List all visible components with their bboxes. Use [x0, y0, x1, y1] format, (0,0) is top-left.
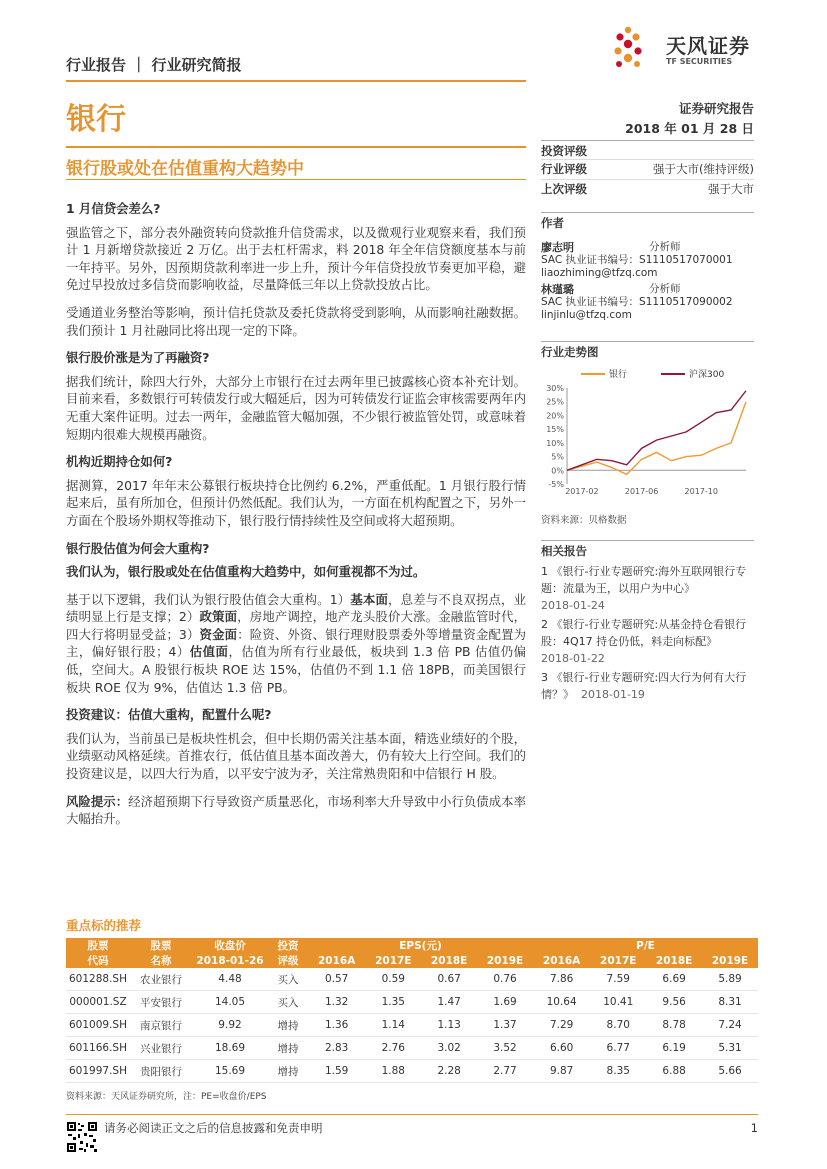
table-cell: 9.87: [533, 1060, 590, 1083]
table-row: [66, 1060, 758, 1083]
keyword: 估值面: [189, 644, 229, 660]
headline-divider: [66, 179, 526, 180]
text-span: ：险资、外资、银行理财股票委外等增量资金配置为主，偏好银行股；4）: [66, 626, 527, 660]
table-cell: 2.83: [308, 1037, 365, 1060]
table-row: [66, 968, 758, 991]
author-role: 分析师: [649, 283, 681, 295]
author-name: 廖志明: [541, 241, 574, 254]
report-type-label: 行业报告 ｜ 行业研究简报: [66, 56, 242, 74]
col-header-group: EPS(元): [308, 938, 533, 953]
related-report[interactable]: [541, 563, 754, 614]
paragraph: 强监管之下，部分表外融资转向贷款推升信贷需求，以及微观行业观察来看，我们预计 1 月新增贷款接近 2 万亿。出于去杠杆需求，料 2018 年全年信贷额度基本与前一年持平。另外，因预期贷款利率进一步上升，预计今年信贷投放节奏更加平稳，避免过早投放过多信贷而影响收益，尽量降低三年以上贷款投放占比。: [66, 224, 526, 293]
paragraph: 据我们统计，除四大行外，大部分上市银行在过去两年里已披露核心资本补充计划。目前来看，多数银行可转债发行或大幅延后，因为可转债发行证监会审核需要两年内无重大案件证明。过去一两年，金融监管大幅加强，不少银行被监管处罚，或意味着短期内很难大规模再融资。: [66, 373, 526, 442]
sector-title: 银行: [66, 102, 126, 137]
col-subheader: 2019E: [702, 953, 758, 968]
author-sac: [541, 254, 754, 267]
keyword: 政策面: [199, 609, 238, 625]
table-cell: 1.69: [477, 991, 533, 1014]
table-cell: 10.41: [590, 991, 646, 1014]
table-cell: 兴业银行: [130, 1037, 192, 1060]
series-line: [567, 391, 746, 471]
author-name-row: [541, 283, 754, 296]
table-header-row: [66, 938, 758, 953]
col-subheader: 名称: [130, 953, 192, 968]
y-tick-label: -5%: [548, 480, 564, 489]
y-tick-label: 10%: [546, 438, 564, 448]
rating-panel: [541, 140, 754, 199]
author-name-row: [541, 241, 754, 254]
related-report-date: 2018-01-19: [581, 688, 645, 701]
table-cell: 7.59: [590, 968, 646, 991]
table-cell: 3.52: [477, 1037, 533, 1060]
section-title: 银行股价涨是为了再融资?: [66, 350, 210, 366]
related-report-title: 2 《银行-行业专题研究:从基金持仓看银行股：4Q17 持仓仍低，料走向标配》: [541, 618, 747, 648]
section-title: 投资建议：估值大重构，配置什么呢?: [66, 707, 272, 723]
col-subheader: 2018E: [421, 953, 477, 968]
table-cell: 贵阳银行: [130, 1060, 192, 1083]
table-cell: 8.70: [590, 1014, 646, 1037]
table-cell: 9.56: [646, 991, 702, 1014]
table-cell: 601997.SH: [66, 1060, 130, 1083]
col-subheader: 2018-01-26: [192, 953, 268, 968]
col-header-group: P/E: [533, 938, 758, 953]
table-header-row: [66, 953, 758, 968]
related-report-date: 2018-01-22: [541, 652, 605, 665]
table-cell: 15.69: [192, 1060, 268, 1083]
table-cell: 0.76: [477, 968, 533, 991]
table-cell: 18.69: [192, 1037, 268, 1060]
legend-label: 沪深300: [689, 370, 725, 380]
x-tick-label: 2017-10: [684, 487, 718, 496]
table-cell: 000001.SZ: [66, 991, 130, 1014]
report-kind: 证券研究报告: [678, 101, 754, 116]
table-cell: 2.76: [365, 1037, 421, 1060]
title-divider: [66, 146, 526, 148]
rating-label: 行业评级: [541, 162, 587, 176]
table-cell: 0.59: [365, 968, 421, 991]
prev-rating-row: [541, 179, 754, 199]
col-subheader: 2017E: [590, 953, 646, 968]
table-row: [66, 1014, 758, 1037]
table-cell: 8.31: [702, 991, 758, 1014]
table-cell: 5.89: [702, 968, 758, 991]
table-cell: 1.37: [477, 1014, 533, 1037]
author-title: 作者: [541, 212, 754, 231]
table-cell: 601288.SH: [66, 968, 130, 991]
footer-divider: [66, 1114, 758, 1115]
table-cell: 增持: [268, 1014, 308, 1037]
table-cell: 0.57: [308, 968, 365, 991]
col-subheader: 2016A: [533, 953, 590, 968]
prev-rating-value: 强于大市: [708, 182, 754, 196]
related-title: 相关报告: [541, 540, 754, 559]
related-report-title: 1 《银行-行业专题研究:海外互联网银行专题：流量为王，以用户为中心》: [541, 565, 747, 595]
table-cell: 1.59: [308, 1060, 365, 1083]
author-email[interactable]: linjinlu@tfzq.com: [541, 309, 632, 321]
rating-row: [541, 159, 754, 179]
table-cell: 6.69: [646, 968, 702, 991]
table-row: [66, 1037, 758, 1060]
trend-panel: [541, 341, 754, 360]
table-cell: 买入: [268, 968, 308, 991]
table-source: 资料来源：天风证券研究所，注：PE=收盘价/EPS: [66, 1092, 267, 1102]
text-span: 基于以下逻辑，我们认为银行股估值会大重构。1）: [66, 591, 351, 607]
table-cell: 0.67: [421, 968, 477, 991]
sac-number: S1110517070001: [639, 254, 733, 266]
table-row: [66, 991, 758, 1014]
col-subheader: 2016A: [308, 953, 365, 968]
sac-number: S1110517090002: [639, 296, 733, 308]
rating-value: 强于大市(维持评级): [653, 162, 754, 176]
table-cell: 7.86: [533, 968, 590, 991]
table-cell: 7.24: [702, 1014, 758, 1037]
table-cell: 农业银行: [130, 968, 192, 991]
chart-source: 资料来源：贝格数据: [541, 515, 627, 526]
table-cell: 增持: [268, 1060, 308, 1083]
keyword: 资金面: [199, 626, 238, 642]
y-tick-label: 20%: [546, 411, 564, 421]
risk-paragraph: [66, 793, 526, 828]
table-title: 重点标的推荐: [66, 918, 142, 933]
author-panel: [541, 212, 754, 322]
col-header: 投资: [268, 938, 308, 953]
table-cell: 6.19: [646, 1037, 702, 1060]
page-number: 1: [750, 1121, 758, 1135]
table-cell: 4.48: [192, 968, 268, 991]
table-cell: 9.92: [192, 1014, 268, 1037]
section-title: 银行股估值为何会大重构?: [66, 540, 210, 556]
table-cell: 10.64: [533, 991, 590, 1014]
y-tick-label: 30%: [546, 384, 564, 393]
paragraph: [66, 591, 526, 697]
col-subheader: 2019E: [477, 953, 533, 968]
table-cell: 601009.SH: [66, 1014, 130, 1037]
text-span: ，估值为所有行业最低，板块到 1.3 倍 PB 估值仍偏低，空间大。A 股银行板块 ROE 达 15%，估值仍不到 1.1 倍 18PB，而美国银行板块 ROE 仅为 9%，估值达 1.3 倍 PB。: [66, 644, 527, 695]
table-cell: 增持: [268, 1037, 308, 1060]
sac-label: SAC 执业证书编号：: [541, 296, 640, 308]
keyword: 基本面: [350, 591, 389, 607]
col-header: 股票: [130, 938, 192, 953]
paragraph: 受通道业务整治等影响，预计信托贷款及委托贷款将受到影响，从而影响社融数据。我们预计 1 月社融同比将出现一定的下降。: [66, 304, 526, 338]
prev-rating-label: 上次评级: [541, 182, 587, 196]
author-name: 林瑾璐: [541, 283, 574, 296]
report-headline: 银行股或处在估值重构大趋势中: [66, 159, 304, 179]
table-cell: 1.32: [308, 991, 365, 1014]
table-cell: 8.78: [646, 1014, 702, 1037]
table-cell: 5.66: [702, 1060, 758, 1083]
table-cell: 8.35: [590, 1060, 646, 1083]
recommendation-table: [66, 938, 758, 1083]
series-lines: [567, 391, 746, 475]
col-subheader: 评级: [268, 953, 308, 968]
qr-code-icon: [66, 1121, 98, 1153]
logo-name-cn: 天风证券: [666, 34, 750, 58]
paragraph: 据测算，2017 年年末公募银行板块持仓比例约 6.2%，严重低配。1 月银行股行情起来后，虽有所加仓，但预计仍然低配。我们认为，一方面在机构配置之下，另外一方面在个股场外期权等推动下，银行股行情持续性及空间或将大超预期。: [66, 477, 526, 528]
author-role: 分析师: [649, 241, 681, 253]
text-span: ，房地产调控，地产龙头股价大涨。金融监管时代，四大行将明显受益；3）: [66, 609, 527, 642]
author-email[interactable]: liaozhiming@tfzq.com: [541, 267, 658, 279]
col-subheader: 代码: [66, 953, 130, 968]
col-header: 股票: [66, 938, 130, 953]
table-cell: 买入: [268, 991, 308, 1014]
x-tick-label: 2017-02: [565, 487, 599, 496]
table-cell: 2.28: [421, 1060, 477, 1083]
col-header: 收盘价: [192, 938, 268, 953]
rating-title: 投资评级: [541, 140, 754, 159]
y-tick-label: 15%: [546, 425, 564, 435]
table-cell: 1.14: [365, 1014, 421, 1037]
x-tick-label: 2017-06: [624, 487, 659, 496]
table-cell: 1.35: [365, 991, 421, 1014]
trend-chart: [541, 362, 754, 502]
key-statement: 我们认为，银行股或处在估值重构大趋势中，如何重视都不为过。: [66, 564, 426, 580]
related-report-title: 3 《银行-行业专题研究:四大行为何有大行情？》: [541, 671, 747, 701]
risk-label: 风险提示：: [66, 793, 129, 809]
related-panel: [541, 540, 754, 705]
col-subheader: 2017E: [365, 953, 421, 968]
table-cell: 6.88: [646, 1060, 702, 1083]
table-cell: 14.05: [192, 991, 268, 1014]
section-title: 机构近期持仓如何?: [66, 454, 173, 470]
main-content: [66, 200, 526, 838]
table-cell: 1.88: [365, 1060, 421, 1083]
y-tick-label: 0%: [551, 466, 564, 476]
y-axis-labels: [546, 384, 564, 489]
legend-label: 银行: [609, 370, 628, 380]
related-report[interactable]: [541, 616, 754, 667]
author-sac: [541, 296, 754, 309]
table-cell: 3.02: [421, 1037, 477, 1060]
related-report-date: 2018-01-24: [541, 599, 605, 612]
y-tick-label: 5%: [551, 452, 564, 462]
table-cell: 1.36: [308, 1014, 365, 1037]
table-cell: 7.29: [533, 1014, 590, 1037]
chart-axes: [567, 388, 746, 484]
risk-text: 经济超预期下行导致资产质量恶化，市场利率大升导致中小行负债成本率大幅抬升。: [66, 793, 527, 827]
header-divider: [66, 80, 526, 82]
table-cell: 6.60: [533, 1037, 590, 1060]
table-cell: 601166.SH: [66, 1037, 130, 1060]
logo-name-en: TF SECURITIES: [666, 57, 733, 66]
sac-label: SAC 执业证书编号：: [541, 254, 640, 266]
col-subheader: 2018E: [646, 953, 702, 968]
paragraph: 我们认为，当前虽已是板块性机会，但中长期仍需关注基本面，精选业绩好的个股，业绩驱动风格延续。首推农行，低估值且基本面改善大，仍有较大上行空间。我们的投资建议是，以四大行为盾，以平安宁波为矛，关注常熟贵阳和中信银行 H 股。: [66, 730, 526, 782]
chart-legend: [581, 368, 724, 380]
report-date: 2018 年 01 月 28 日: [625, 121, 754, 136]
footer-disclaimer: 请务必阅读正文之后的信息披露和免责申明: [104, 1121, 323, 1135]
table-cell: 1.47: [421, 991, 477, 1014]
table-cell: 6.77: [590, 1037, 646, 1060]
author-entry: [541, 283, 754, 322]
trend-title: 行业走势图: [541, 341, 754, 360]
author-entry: [541, 241, 754, 280]
section-title: 1 月信贷会差么?: [66, 201, 161, 216]
text-span: ，息差与不良双拐点，业绩明显上行是支撑；2）: [66, 591, 527, 625]
table-cell: 南京银行: [130, 1014, 192, 1037]
table-cell: 5.31: [702, 1037, 758, 1060]
table-cell: 平安银行: [130, 991, 192, 1014]
table-cell: 1.13: [421, 1014, 477, 1037]
related-report[interactable]: [541, 669, 754, 703]
y-tick-label: 25%: [546, 397, 564, 407]
table-cell: 2.77: [477, 1060, 533, 1083]
x-axis-labels: [565, 487, 718, 496]
